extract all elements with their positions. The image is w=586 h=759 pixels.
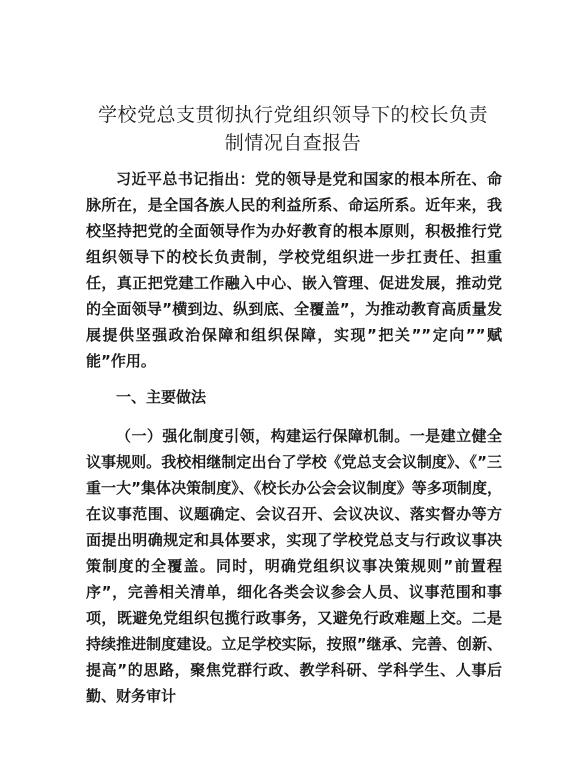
- title-line-1: 学校党总支贯彻执行党组织领导下的校长负责: [97, 104, 488, 126]
- title-line-2: 制情况自查报告: [224, 132, 362, 154]
- intro-paragraph: 习近平总书记指出：党的领导是党和国家的根本所在、命脉所在，是全国各族人民的利益所系、命运所系。近年来，我校坚持把党的全面领导作为办好教育的根本原则，积极推行党组织领导下的校长负责制，学校党组织进一步扛责任、担重任，真正把党建工作融入中心、嵌入管理、促进发展，推动党的全面领导”横到边、纵到底、全覆盖”，为推动教育高质量发展提供坚强政治保障和组织保障，实现”把关””定向””赋能”作用。: [86, 170, 502, 370]
- section-heading: 一、主要做法: [116, 388, 207, 406]
- body-paragraph: （一）强化制度引领，构建运行保障机制。一是建立健全议事规则。我校相继制定出台了学校《党总支会议制度》、《”三重一大”集体决策制度》、《校长办公会会议制度》等多项制度，在议事范围、议题确定、会议召开、会议决议、落实督办等方面提出明确规定和具体要求，实现了学校党总支与行政议事决策制度的全覆盖。同时，明确党组织议事决策规则”前置程序”，完善相关清单，细化各类会议参会人员、议事范围和事项，既避免党组织包揽行政事务，又避免行政难题上交。二是持续推进制度建设。立足学校实际，按照”继承、完善、创新、提高”的思路，聚焦党群行政、教学科研、学科学生、人事后勤、财务审计: [86, 427, 502, 705]
- document-title: [60, 101, 526, 157]
